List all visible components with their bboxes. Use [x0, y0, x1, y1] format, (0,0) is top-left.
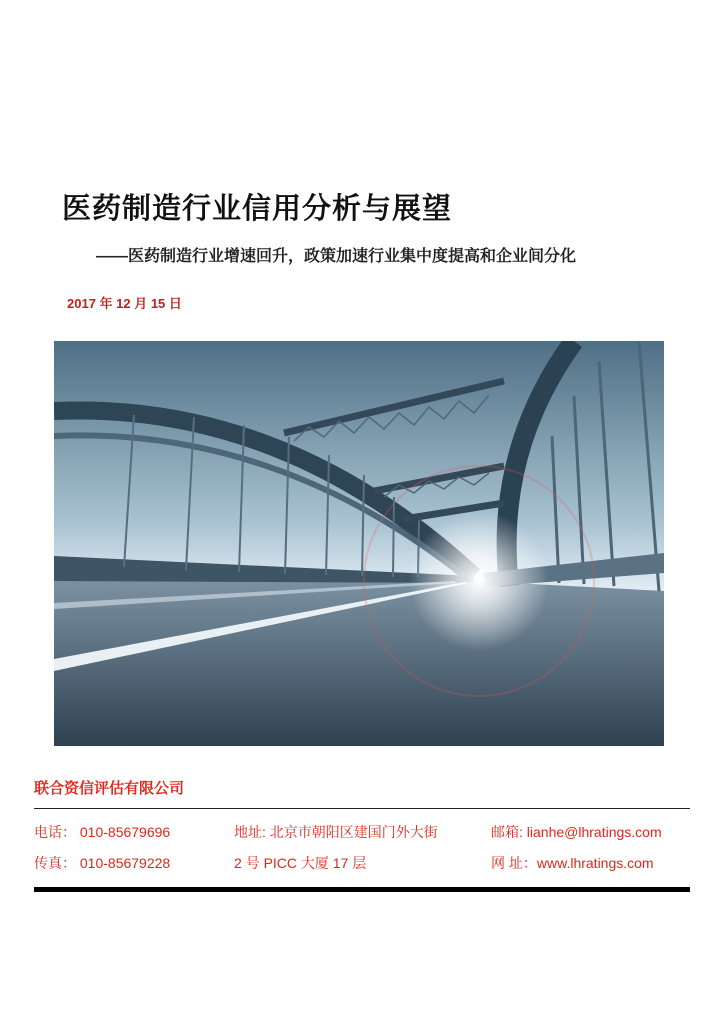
- address-line2: 2 号 PICC 大厦 17 层: [234, 855, 367, 871]
- report-date: 2017 年 12 月 15 日: [67, 296, 182, 311]
- divider-thick: [34, 887, 690, 892]
- divider-thin: [34, 808, 690, 809]
- phone-text: 电话： 010-85679696: [34, 824, 171, 840]
- report-subtitle: ——医药制造行业增速回升，政策加速行业集中度提高和企业间分化: [96, 248, 577, 265]
- report-title: 医药制造行业信用分析与展望: [62, 193, 453, 225]
- cover-image-bridge: [54, 341, 664, 746]
- email-text: 邮箱: lianhe@lhratings.com: [491, 824, 662, 840]
- address-line1: 地址: 北京市朝阳区建国门外大街: [234, 824, 438, 840]
- fax-text: 传真： 010-85679228: [34, 855, 171, 871]
- website-text: 网 址：www.lhratings.com: [491, 855, 654, 871]
- company-name: 联合资信评估有限公司: [34, 780, 185, 797]
